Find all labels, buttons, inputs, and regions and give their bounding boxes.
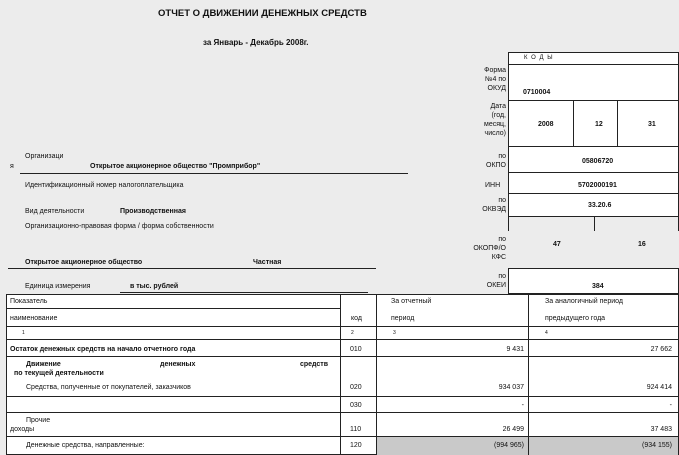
header-code: код (351, 315, 362, 322)
row-line-nums-bottom (6, 339, 679, 340)
date-month: 12 (595, 121, 603, 128)
activity-label: Вид деятельности (25, 208, 85, 215)
table-row-120-code: 120 (350, 442, 362, 449)
okud-value: 0710004 (523, 89, 551, 96)
table-row-020-name: Средства, полученные от покупателей, заказчиков (26, 384, 191, 391)
row-line-nums-top (6, 326, 679, 327)
col-line-code (340, 294, 341, 455)
legal-form-underline (8, 268, 376, 269)
row-line-1 (6, 356, 679, 357)
report-period: за Январь - Декабрь 2008г. (203, 38, 309, 47)
table-row-010-name: Остаток денежных средств на начало отчетного года (10, 346, 196, 353)
header-name: наименование (10, 315, 58, 322)
row-line-3 (6, 412, 679, 413)
section-heading-a: Движение (26, 361, 61, 368)
table-row-110-name-a: Прочие (26, 417, 51, 424)
org-underline (20, 173, 408, 174)
legal-form-label: Организационно-правовая форма / форма собственности (25, 223, 214, 230)
table-row-030-code: 030 (350, 402, 362, 409)
unit-underline (120, 292, 368, 293)
unit-label: Единица измерения (25, 283, 91, 290)
col-number-1: 1 (22, 330, 25, 336)
table-row-010-code: 010 (350, 346, 362, 353)
okei-value: 384 (592, 283, 604, 290)
col-number-4: 4 (545, 330, 548, 336)
form-label: Форма №4 по ОКУД (484, 67, 506, 92)
table-row-120-name: Денежные средства, направленные: (26, 442, 145, 449)
header-prev-1: За аналогичный период (545, 298, 623, 305)
col-number-2: 2 (351, 330, 354, 336)
section-heading-c: средств (300, 361, 329, 368)
header-split (6, 308, 340, 309)
table-row-110-code: 110 (350, 426, 362, 433)
section-heading-b: денежных (160, 361, 196, 368)
ownership-value: Частная (253, 259, 282, 266)
date-label: Дата (год, месяц, число) (484, 103, 506, 137)
row-line-2 (6, 396, 679, 397)
table-row-120-cur: (994 965) (494, 442, 524, 449)
okopf-label: по ОКОПФ/О КФС (473, 236, 506, 261)
table-row-020-code: 020 (350, 384, 362, 391)
okved-value: 33.20.6 (588, 202, 612, 209)
header-current-2: период (391, 315, 415, 322)
col-number-3: 3 (393, 330, 396, 336)
codes-header: К О Д Ы (524, 55, 554, 61)
unit-value: в тыс. рублей (130, 283, 179, 290)
header-indicator: Показатель (10, 298, 48, 305)
org-name: Открытое акционерное общество "Промприбор" (90, 163, 261, 170)
okopf-value: 47 (553, 241, 561, 248)
table-row-110-cur: 26 499 (502, 426, 524, 433)
activity-value: Производственная (120, 208, 186, 215)
table-row-020-cur: 934 037 (498, 384, 524, 391)
header-current-1: За отчетный (391, 298, 432, 305)
okopf-divider-b (594, 216, 595, 231)
okpo-label: по ОКПО (486, 153, 506, 169)
inn-value: 5702000191 (578, 182, 617, 189)
table-row-020-prev: 924 414 (646, 384, 672, 391)
table-row-110-prev: 37 483 (650, 426, 672, 433)
col-line-prev (528, 294, 529, 455)
okpo-value: 05806720 (582, 158, 614, 165)
table-row-030-prev: - (669, 402, 672, 409)
date-day: 31 (648, 121, 656, 128)
table-row-010-prev: 27 662 (650, 346, 672, 353)
inn-label: ИНН (485, 182, 501, 189)
col-line-cur (376, 294, 377, 455)
okopf-divider-a (508, 216, 509, 231)
inn-text: Идентификационный номер налогоплательщика (25, 182, 184, 189)
table-row-010-cur: 9 431 (506, 346, 524, 353)
date-year: 2008 (538, 121, 554, 128)
org-label: Организаци (25, 153, 64, 160)
org-label-prefix: я (10, 163, 14, 170)
table-row-120-prev: (934 155) (642, 442, 672, 449)
header-prev-2: предыдущего года (545, 315, 606, 322)
okfs-value: 16 (638, 241, 646, 248)
okei-label: по ОКЕИ (486, 273, 506, 289)
section-heading-d: по текущей деятельности (14, 370, 104, 377)
table-row-110-name-b: доходы (10, 426, 35, 433)
table-row-030-cur: - (521, 402, 524, 409)
okved-label: по ОКВЭД (482, 197, 506, 213)
legal-form-value: Открытое акционерное общество (25, 259, 143, 266)
report-title: ОТЧЕТ О ДВИЖЕНИИ ДЕНЕЖНЫХ СРЕДСТВ (158, 8, 367, 19)
